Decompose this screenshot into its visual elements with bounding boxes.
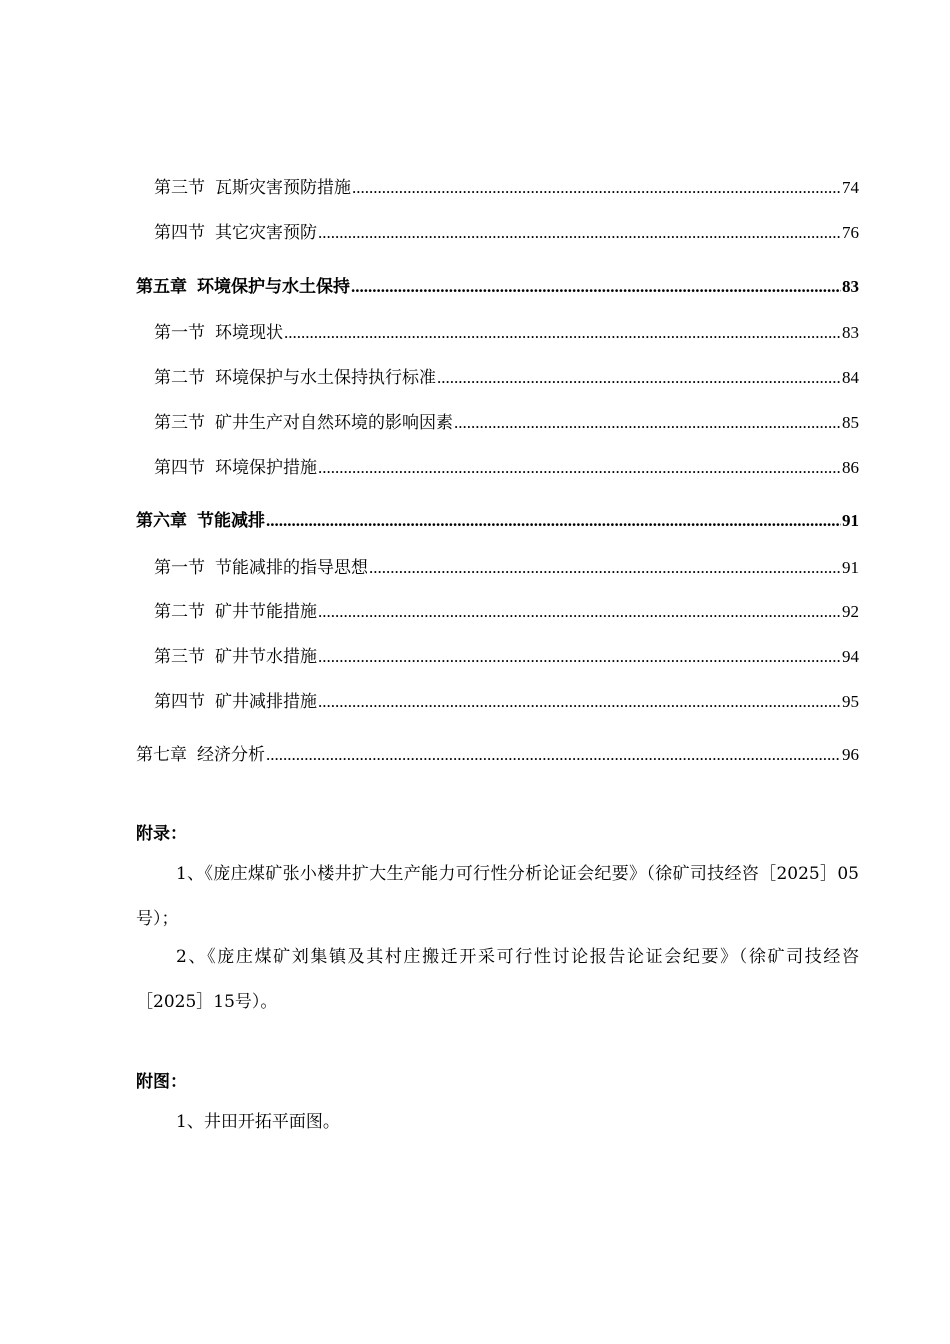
- toc-page-number: 83: [842, 277, 859, 296]
- toc-number: 第四节: [154, 458, 205, 478]
- toc-entry[interactable]: [154, 691, 859, 713]
- toc-leader: [352, 177, 841, 199]
- toc-entry[interactable]: [154, 457, 859, 479]
- toc-leader: [318, 457, 841, 479]
- toc-title: 矿井生产对自然环境的影响因素: [215, 413, 453, 433]
- toc-leader: [318, 222, 841, 244]
- toc-title: 矿井减排措施: [215, 692, 317, 712]
- appendix-item: 1、《庞庄煤矿张小楼井扩大生产能力可行性分析论证会纪要》（徐矿司技经咨［2025］05号）；: [136, 864, 859, 929]
- toc-page-number: 91: [842, 511, 859, 530]
- toc-leader: [318, 646, 841, 668]
- toc-title: 环境保护与水土保持: [197, 277, 350, 297]
- toc-leader: [454, 412, 841, 434]
- toc-title: 节能减排的指导思想: [215, 558, 368, 578]
- toc-leader: [351, 276, 841, 298]
- toc-entry[interactable]: [154, 322, 859, 344]
- toc-number: 第一节: [154, 323, 205, 343]
- toc-entry[interactable]: [154, 601, 859, 623]
- toc-leader: [318, 601, 841, 623]
- toc-leader: [437, 367, 841, 389]
- toc-entry[interactable]: [154, 646, 859, 668]
- toc-page-number: 83: [842, 323, 859, 342]
- toc-title: 环境保护措施: [215, 458, 317, 478]
- appendix-heading: 附录：: [136, 824, 187, 844]
- toc-page-number: 95: [842, 692, 859, 711]
- toc-number: 第七章: [136, 745, 187, 765]
- toc-title: 环境现状: [215, 323, 283, 343]
- toc-entry[interactable]: [154, 177, 859, 199]
- toc-number: 第四节: [154, 692, 205, 712]
- toc-leader: [266, 510, 841, 532]
- toc-page-number: 84: [842, 368, 859, 387]
- toc-entry[interactable]: [136, 510, 859, 532]
- toc-title: 节能减排: [197, 511, 265, 531]
- figures-heading: 附图：: [136, 1072, 187, 1092]
- toc-title: 瓦斯灾害预防措施: [215, 178, 351, 198]
- toc-number: 第五章: [136, 277, 187, 297]
- toc-number: 第四节: [154, 223, 205, 243]
- toc-page-number: 85: [842, 413, 859, 432]
- toc-page-number: 76: [842, 223, 859, 242]
- toc-title: 环境保护与水土保持执行标准: [215, 368, 436, 388]
- toc-title: 经济分析: [197, 745, 265, 765]
- appendix-item: 2、《庞庄煤矿刘集镇及其村庄搬迁开采可行性讨论报告论证会纪要》（徐矿司技经咨［2025］15号）。: [136, 947, 859, 1012]
- toc-entry[interactable]: [136, 744, 859, 766]
- toc-leader: [318, 691, 841, 713]
- toc-entry[interactable]: [154, 557, 859, 579]
- toc-entry[interactable]: [154, 412, 859, 434]
- toc-entry[interactable]: [154, 222, 859, 244]
- toc-title: 其它灾害预防: [215, 223, 317, 243]
- toc-number: 第六章: [136, 511, 187, 531]
- toc-page-number: 92: [842, 602, 859, 621]
- toc-page-number: 86: [842, 458, 859, 477]
- toc-number: 第三节: [154, 413, 205, 433]
- toc-leader: [369, 557, 841, 579]
- toc-page-number: 94: [842, 647, 859, 666]
- toc-page-number: 74: [842, 178, 859, 197]
- toc-number: 第一节: [154, 558, 205, 578]
- toc-title: 矿井节水措施: [215, 647, 317, 667]
- toc-leader: [266, 744, 841, 766]
- toc-page-number: 96: [842, 745, 859, 764]
- toc-entry[interactable]: [154, 367, 859, 389]
- toc-number: 第三节: [154, 647, 205, 667]
- toc-leader: [284, 322, 841, 344]
- figure-item: 1、井田开拓平面图。: [176, 1112, 340, 1132]
- toc-entry[interactable]: [136, 276, 859, 298]
- toc-number: 第二节: [154, 368, 205, 388]
- toc-page-number: 91: [842, 558, 859, 577]
- toc-number: 第三节: [154, 178, 205, 198]
- toc-title: 矿井节能措施: [215, 602, 317, 622]
- toc-number: 第二节: [154, 602, 205, 622]
